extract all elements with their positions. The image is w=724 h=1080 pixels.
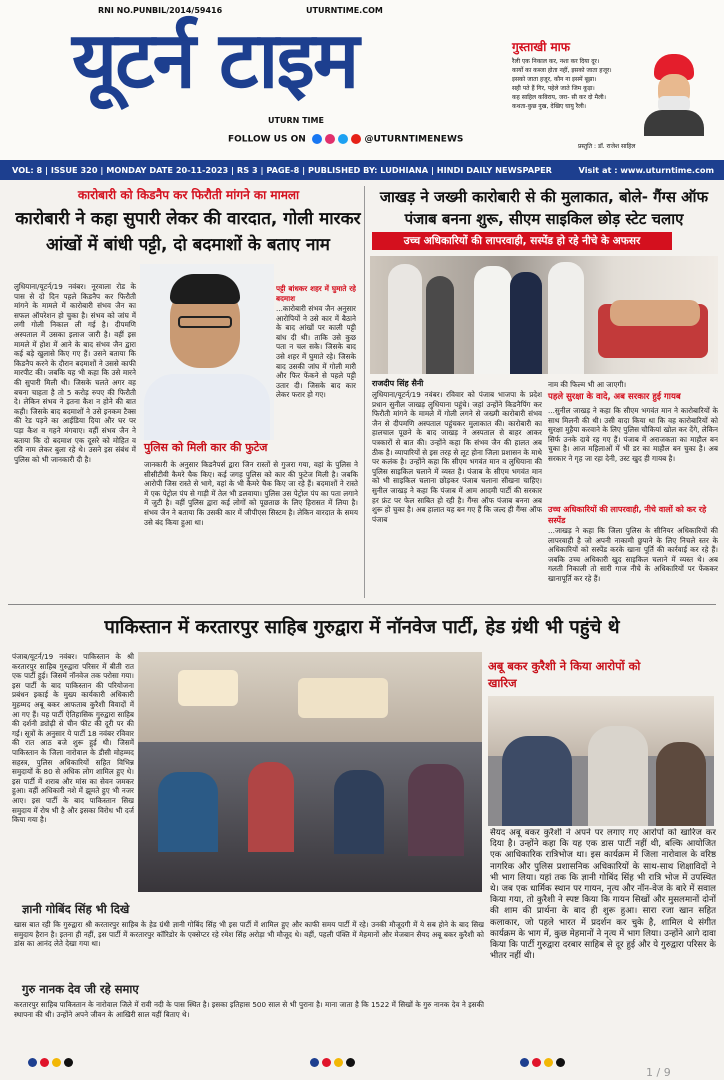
footer-dots-left	[28, 1052, 76, 1071]
column-box	[512, 38, 718, 154]
column-line: सही पते हैं गिर, पहेले जाते जिम कूड़ा।	[512, 85, 595, 92]
social-handle[interactable]: @UTURNTIMENEWS	[364, 134, 464, 145]
masthead	[0, 0, 724, 160]
instagram-icon[interactable]	[325, 134, 335, 144]
column-title: गुस्ताखी माफ	[512, 40, 571, 54]
story3-side-head: अबू बकर कुरैशी ने किया आरोपों को खारिज	[488, 659, 641, 690]
story2-headline: जाखड़ ने जख्मी कारोबारी से की मुलाकात, बोले- गैंग्स ऑफ पंजाब बनना शुरू, सीएम साइकिल छोड़ स्टेट चलाए	[379, 188, 709, 228]
logo-text: यूटर्न टाइम	[72, 16, 358, 106]
column-credit: प्रस्तुति : डॉ. राजेश साहिल	[578, 143, 636, 150]
story2-photo	[370, 256, 718, 374]
story2-sub1-body: ...सुनील जाखड़ ने कहा कि सीएम भगवंत मान ने कारोबारियों के साथ मिलनी की थी। उसी वादा किया था कि वह कारोबारियों को सुरक्षा मुहैया करवाने के लिए पुलिस चौकियां खोल कर देंगे, लेकिन सिर्फ उनके दावे रह गए हैं। पंजाब में अराजकता का माहौल बन चुका है। आज महिलाओं में भी डर का माहौल बन चुका है। अब सरकार ने गृह जा रहा देनी, उस्ट खुद ही गायब है।	[548, 406, 718, 463]
column-divider	[364, 186, 365, 598]
story1-subhead: पुलिस को मिली कार की फुटेज	[144, 441, 268, 454]
logo-subtitle: UTURN TIME	[268, 116, 324, 125]
story1-photo	[140, 264, 274, 440]
section-divider	[8, 604, 716, 605]
story3-sub1-head: ज्ञानी गोबिंद सिंह भी दिखे	[22, 902, 130, 916]
column-line: कथता-कुछ नुख, देखिए घायु रैली।	[512, 103, 587, 110]
footer-dots-right	[520, 1052, 568, 1071]
story3-photo-main	[138, 652, 482, 892]
follow-us	[228, 134, 463, 145]
column-author-photo	[640, 52, 708, 136]
story3-side-body: सैयद अबू बकर कुरैशी ने अपने पर लगाए गए आरोपों को खारिज कर दिया है। उन्होंने कहा कि यह एक डास पार्टी नहीं थी, बल्कि आयोजित एक आधिकारिक रात्रिभोज था। इस कार्यक्रम में जिला नारोवाल के वरिष्ठ नागरिक और पुलिस प्रशासनिक अधिकारियों के साथ-साथ शिक्षाविदों ने भी भाग लिया। यहां तक कि ज्ञानी गोबिंद सिंह भी रात्रि भोज में उपस्थित थे। जब एक धार्मिक स्थान पर गायन, नृत्य और नॉन-वेज के बारे में सवाल किया गया, तो कुरैशी ने स्पष्ट किया कि गायन सिखों और मुसलमानों दोनों की शाम की प्रार्थना के बाद ही शुरू हुआ। सारा रजा खान सहित कलाकार, जो पहले भारत में प्रदर्शन कर चुके है, शामिल थे संगीत कार्यक्रम के भाग में, कुछ मेहमानों ने नृत्य में भाग लिया। उन्होंने आगे दावा किया कि पार्टी गुरुद्वारा दरबार साहिब से दूर हुई और ये गुरुद्वारा परिसर के भीतर नहीं थी।	[490, 828, 716, 962]
column-lines	[512, 57, 632, 111]
story2-sub2-head: उच्च अधिकारियों की लापरवाही, नीचे वालों को कर रहे सस्पेंड	[548, 505, 707, 525]
visit-link[interactable]: Visit at : www.uturntime.com	[578, 165, 714, 175]
story1-body-right: ...कारोबारी संभव जैन अनुसार आरोपियों ने उसे कार में बैठाने के बाद आंखों पर काली पट्टी बांध दी थी। ताकि उसे कुछ पता न चल सके। जिसके बाद उसे शहर में घुमाते रहे। जिसके बाद उसकी जांघ में गोली मारी और फिर फेंकने से पहले पट्टी उतार दी। जिसके बाद कार लेकर फरार हो गए।	[276, 304, 356, 400]
story1-sub-body: जानकारी के अनुसार किडनैपर्स द्वारा जिन रास्तों से गुजरा गया, वहां के पुलिस ने सीसीटीवी कैमरे चैक किए। कई जगह पुलिस को कार की फुटेज मिली है। जबकि आरोपी जिस रास्ते से भागे, वहां के भी कैमरे चैक किए जा रहे हैं। बदमाशों ने रास्ते में एक पेट्रोल पंप से गाड़ी में तेल भी डलवाया। पुलिस उस पेट्रोल पंप का पता लगाने में जुटी है। वहीं पुलिस द्वारा कई लोगों को पूछताछ के लिए हिरासत में लिया है। संभव जैन ने बताया कि उसकी कार में जीपीएस सिस्टम है। लेकिन वारदात के समय उसे बंद किया हुआ था।	[144, 460, 358, 527]
story3-sub1-body: खास बात रही कि गुरुद्वारा श्री करतारपुर साहिब के हेड ग्रंथी ज्ञानी गोबिंद सिंह भी इस पार्टी में शामिल हुए और काफी समय पार्टी में रहे। उनकी मौजूदगी में ये सब होने के बाद सिख समुदाय हैरान है। इतना ही नहीं, इस पार्टी में करतारपुर कॉरिडोर के एक्सेप्टर रहे रमेश सिंह अरोड़ा भी मौजूद थे। वहीं, पहली पंक्ति में मेहमानों और मेजबान सैयद अबू बकर कुरैशी को डांस का आनंद लेते देखा गया था।	[14, 920, 484, 949]
facebook-icon[interactable]	[312, 134, 322, 144]
rni-number: RNI NO.PUNBIL/2014/59416	[98, 6, 223, 15]
story3-sub2-head: गुरु नानक देव जी रहे समाए	[22, 982, 139, 996]
story2-sub1-head: पहले सुरक्षा के वादे, अब सरकार हुई गायब	[548, 392, 681, 402]
story2-sub2-body: ...जाखड़ ने कहा कि जिला पुलिस के सीनियर अधिकारियों की लापरवाही है जो अपनी नाकामी छुपाने के लिए निचले स्तर के अधिकारियों को सस्पेंड करके खाना पूर्ति की कार्रवाई कर रहे हैं। जबकि उच्च अधिकारी खुद साइकिल चलाने में व्यस्त थे। अब गलती निकाली तो सारी गाज नीचे के अधिकारियों पर फेंककर खानापूर्ति कर रहे हैं।	[548, 526, 718, 583]
follow-label: FOLLOW US ON	[228, 134, 306, 145]
story2-byline: राजदीप सिंह सैनी	[372, 379, 424, 388]
story1-kicker: कारोबारी को किडनैप कर फिरौती मांगने का मामला	[77, 188, 300, 202]
story2-banner: उच्च अधिकारियों की लापरवाही, सस्पेंड हो रहे नीचे के अफसर	[372, 232, 672, 250]
footer-dots-center	[310, 1052, 358, 1071]
story2-body-right-top: नाम की फिल्म भी आ जाएगी।	[548, 380, 627, 389]
twitter-icon[interactable]	[338, 134, 348, 144]
column-line: रैली एक निकाल कर, नशा कर दिया दूर।	[512, 58, 600, 65]
story2-body-left: लुधियाना/यूटर्न/19 नवंबर। रविवार को पंजाब भाजपा के प्रदेश प्रधान सुनील जाखड़ लुधियाना पहुंचे। जहां उन्होंने किडनैपिंग कर फिरौती मांगने के मामले में गोली लगने से जख्मी कारोबारी संभव जैन से दीपमणि अस्पताल पहुंचकर मुलाकात की। कारोबारी का हालचाल पूछने के बाद जाखड़ ने अस्पताल से बाहर आकर पत्रकारों से बात की। उन्होंने कहा कि संभव जैन की हालत अब ठीक है। व्यापारियों से इस तरह से लूट होना जिला प्रशासन के माथे पर कलंक है। उन्होंने कहा कि सीएम भगवंत मान व लुधियाना की पुलिस साइकिल चलाने में व्यस्त है। पंजाब के सीएम भगवंत मान को भी साइकिल चलाना छोड़कर पंजाब चलाना सीखना चाहिए। सुनील जाखड़ ने कहा कि पंजाब में आम आदमी पार्टी की सरकार हर फ्रंट पर फेल साबित हो रही है। गैंग्स ऑफ पंजाब बनना अब शुरू हो चुका है। अब हालात यह बन गए हैं कि जल्द ही गैंग्स ऑफ पंजाब	[372, 390, 542, 524]
column-line: कह साहिल कविराय, जरा- सी कर दो मैली।	[512, 94, 606, 101]
story1-headline: कारोबारी ने कहा सुपारी लेकर की वारदात, गोली मारकर आंखों में बांधी पट्टी, दो बदमाशों के बताए नाम	[15, 209, 361, 255]
issue-details: VOL: 8 | ISSUE 320 | MONDAY DATE 20-11-2023 | RS 3 | PAGE-8 | PUBLISHED BY: LUDHIANA | HINDI DAILY NEWSPAPER	[12, 165, 552, 175]
story3-body-left: पंजाब/यूटर्न/19 नवंबर। पाकिस्तान के श्री करतारपुर साहिब गुरुद्वारा परिसर में बीती रात एक पार्टी हुई। जिसमें नॉनवेज तक परोसा गया। इस पार्टी के बाद पाकिस्तान की परियोजना प्रबंधन इकाई के मुख्य कार्यकारी अधिकारी मुहम्मद अबू बकर आफताब कुरैशी विवादों में आ गए हैं। यह पार्टी ऐतिहासिक गुरुद्वारा साहिब की दर्शनी ड्योढ़ी से चीन फीट की दूरी पर की गई। सूत्रों के अनुसार ये पार्टी 18 नवंबर रविवार की रात आठ बजे शुरू हुई थी। जिसमें पाकिस्तान के जिला नारोवाल के डीसी मोहम्मद सहस्त्र, पुलिस अधिकारियों सहित विभिन्न समुदायों के 80 से अधिक लोग शामिल हुए थे। इस पार्टी में शराब और मांस का सेवन जमकर हुआ। वहीं अधिकारी नशे में झूमते हुए भी नजर आए। इस पार्टी के बाद पाकिस्तान सिख समुदाय में रोष भी है और इसका विरोध भी दर्ज किया गया है।	[12, 652, 134, 825]
story3-sub2-body: करतारपुर साहिब पाकिस्तान के नारोवाल जिले में रावी नदी के पास स्थित है। इसका इतिहास 500 साल से भी पुराना है। माना जाता है कि 1522 में सिखों के गुरु नानक देव ने इसकी स्थापना की थी। उन्होंने अपने जीवन के आखिरी साल यहीं बिताए थे।	[14, 1000, 484, 1019]
story3-photo-side	[488, 696, 714, 826]
website-top: UTURNTIME.COM	[306, 6, 383, 15]
column-line: कार्यो का कब्जा होता नहीं, इसको जाता हजूर।	[512, 67, 612, 74]
story1-body-right-lead: पट्टी बांधकर शहर में घुमाते रहे बदमाश	[276, 284, 356, 303]
story3-headline: पाकिस्तान में करतारपुर साहिब गुरुद्वारा में नॉनवेज पार्टी, हेड ग्रंथी भी पहुंचे थे	[104, 617, 620, 638]
story1-body-left: लुधियाना/यूटर्न/19 नवंबर। नूरवाला रोड के पास से दो दिन पहले किडनैप कर फिरौती मांगने के मामले में कारोबारी संभव जैन का सफल ऑपरेशन हो चुका है। संभव को जांघ में लगी गोली निकाल ली गई है। दीपमणि अस्पताल में उसका इलाज जारी है। वहीं इस मामले में होश में आने के बाद संभव जैन द्वारा कई बड़े खुलासे किए गए हैं। उसने बताया कि किडनैप करने के दौरान बदमाशों ने उससे काफी मारपीट की। जबकि यह भी कहा कि उसे मारने की सुपारी मिली थी। जिसके चलते अगर वह बचना चाहता है तो 5 करोड़ रुपए की फिरौती दे। लेकिन संभव ने इतना कैश न होने की बात कही। जिसके बाद बदमाशों ने उसे इनकम टैक्स की रेड पड़ने का आईडिया दिया और घर पर पड़ा कैश व गहने मंगवाए। वहीं संभव जैन ने बताया कि दो बदमाश एक दूसरे को मोहित व रवि नाम लेकर बुला रहे थे। उसने इस संबंध में पुलिस को भी जानकारी दी है।	[14, 282, 136, 464]
youtube-icon[interactable]	[351, 134, 361, 144]
info-bar	[0, 160, 724, 180]
page-indicator: 1 / 9	[646, 1066, 671, 1079]
column-line: इसको जाता हजूर, कौन ना इसमें बूझा।	[512, 76, 597, 83]
